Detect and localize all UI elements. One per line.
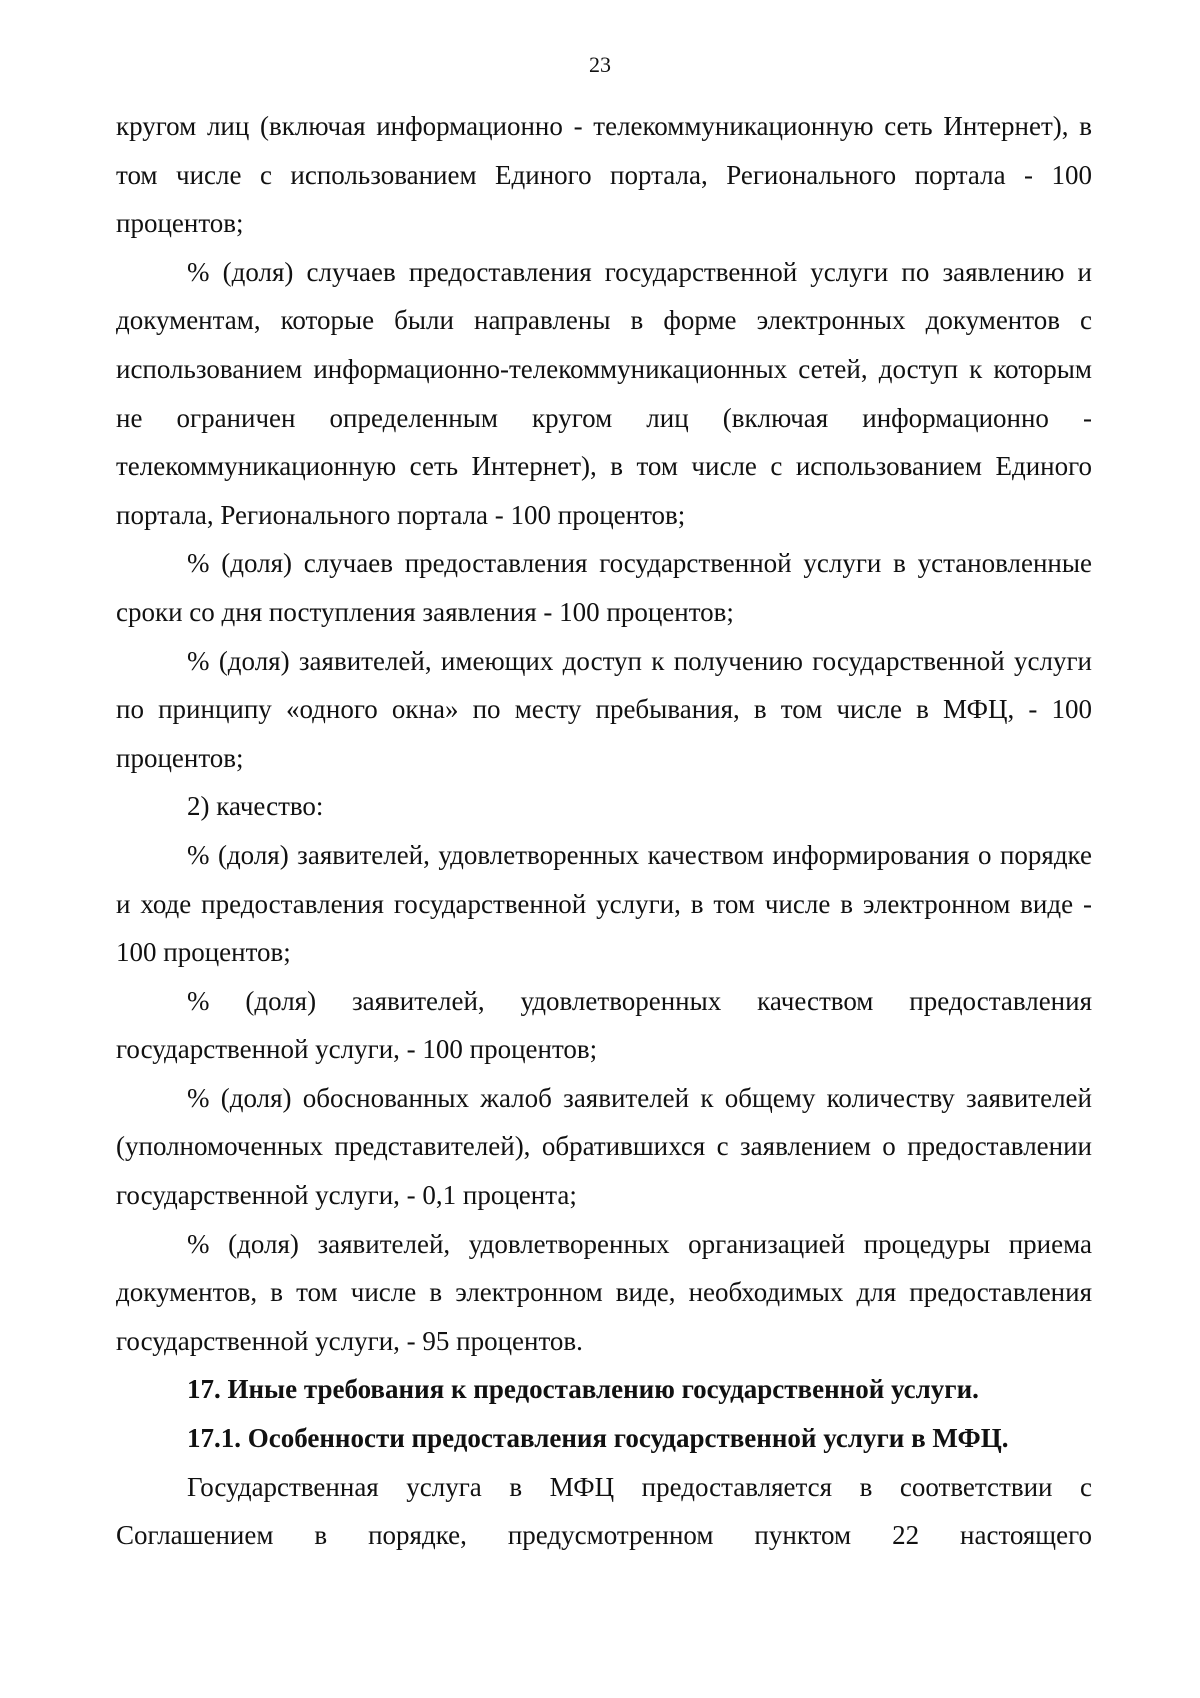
- paragraph-mfc-service: Государственная услуга в МФЦ предоставляется в соответствии с Соглашением в порядке, предусмотренном пунктом 22 настоящего: [116, 1471, 1092, 1551]
- paragraph-one-window: % (доля) заявителей, имеющих доступ к получению государственной услуги по принципу «одного окна» по месту пребывания, в том числе в МФЦ, - 100 процентов;: [116, 645, 1092, 773]
- paragraph-reception-procedure: % (доля) заявителей, удовлетворенных организацией процедуры приема документов, в том числе в электронном виде, необходимых для предоставления государственной услуги, - 95 процентов.: [116, 1228, 1092, 1356]
- section-heading-17: 17. Иные требования к предоставлению государственной услуги.: [187, 1374, 979, 1405]
- paragraph-informing-quality: % (доля) заявителей, удовлетворенных качеством информирования о порядке и ходе предоставления государственной услуги, в том числе в электронном виде - 100 процентов;: [116, 839, 1092, 968]
- paragraph-deadlines: % (доля) случаев предоставления государственной услуги в установленные сроки со дня поступления заявления - 100 процентов;: [116, 548, 1092, 627]
- paragraph-electronic-documents: % (доля) случаев предоставления государственной услуги по заявлению и документам, которые были направлены в форме электронных документов с использованием информационно-телекоммуникационных сетей, доступ к которым не ограничен определенным кругом лиц (включая информационно - телекоммуникационную сеть Интернет), в том числе с использованием Единого портала, Регионального портала - 100 процентов;: [116, 256, 1092, 530]
- document-body: [116, 102, 1092, 1560]
- paragraph-complaints: % (доля) обоснованных жалоб заявителей к общему количеству заявителей (уполномоченных представителей), обратившихся с заявлением о предоставлении государственной услуги, - 0,1 процента;: [116, 1082, 1092, 1211]
- paragraph-service-quality: % (доля) заявителей, удовлетворенных качеством предоставления государственной услуги, - 100 процентов;: [116, 985, 1092, 1065]
- section-heading-17-1: 17.1. Особенности предоставления государственной услуги в МФЦ.: [187, 1423, 1009, 1454]
- paragraph-quality-heading: 2) качество:: [187, 791, 324, 822]
- page-number: 23: [589, 52, 611, 77]
- paragraph-continuation: кругом лиц (включая информационно - телекоммуникационную сеть Интернет), в том числе с использованием Единого портала, Регионального портала - 100 процентов;: [116, 111, 1092, 239]
